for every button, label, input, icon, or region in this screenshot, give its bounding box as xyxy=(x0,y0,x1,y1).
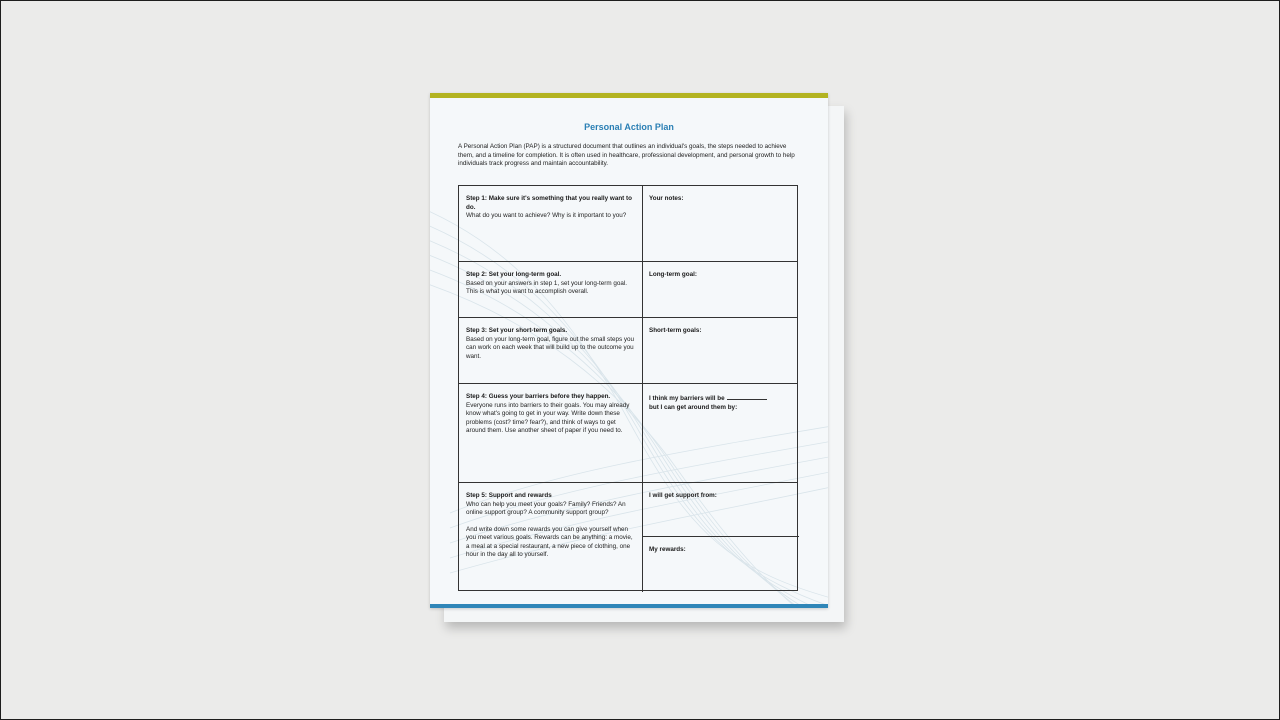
step-5-description xyxy=(459,483,643,592)
document-page xyxy=(430,93,828,608)
step-3-body: Based on your long-term goal, figure out the small steps you can work on each week that will build up to the outcome you want. xyxy=(466,335,635,360)
barriers-label-line-2: but I can get around them by: xyxy=(649,403,738,411)
step-2-title: Step 2: Set your long-term goal. xyxy=(466,271,562,278)
barriers-cell[interactable] xyxy=(643,384,799,482)
step-1-title: Step 1: Make sure it's something that you really want to do. xyxy=(466,195,632,211)
short-term-goals-cell[interactable] xyxy=(643,318,799,383)
short-term-goals-label: Short-term goals: xyxy=(649,327,702,334)
rewards-cell[interactable] xyxy=(643,537,799,555)
bottom-accent-bar xyxy=(430,604,828,608)
your-notes-label: Your notes: xyxy=(649,195,684,202)
table-row-step-2 xyxy=(459,262,797,318)
table-row-step-4 xyxy=(459,384,797,483)
support-cell[interactable] xyxy=(643,483,799,537)
action-plan-table xyxy=(458,185,798,591)
step-3-description xyxy=(459,318,643,383)
barriers-label-line-1: I think my barriers will be xyxy=(649,395,725,402)
table-row-step-5 xyxy=(459,483,797,592)
step-1-body: What do you want to achieve? Why is it important to you? xyxy=(466,212,627,219)
step-4-description xyxy=(459,384,643,482)
long-term-goal-cell[interactable] xyxy=(643,262,799,317)
step-4-title: Step 4: Guess your barriers before they happen. xyxy=(466,393,611,400)
step-1-description xyxy=(459,186,643,261)
step-5-body: Who can help you meet your goals? Family? Friends? An online support group? A community support group? xyxy=(466,500,626,516)
rewards-label: My rewards: xyxy=(649,546,686,553)
document-title: Personal Action Plan xyxy=(584,122,674,132)
table-row-step-1 xyxy=(459,186,797,262)
step-2-description xyxy=(459,262,643,317)
step-2-body: Based on your answers in step 1, set your long-term goal. This is what you want to accomplish overall. xyxy=(466,279,628,295)
step-5-title: Step 5: Support and rewards xyxy=(466,492,552,499)
barriers-label xyxy=(649,393,793,412)
step-1-notes-cell[interactable] xyxy=(643,186,799,261)
support-label: I will get support from: xyxy=(649,492,717,499)
barriers-blank-line xyxy=(727,393,767,400)
table-row-step-3 xyxy=(459,318,797,384)
step-4-body: Everyone runs into barriers to their goals. You may already know what's going to get in your way. Write down these problems (cost? time? fear?), and think of ways to get around them. Use another sheet of paper if you need to. xyxy=(466,401,630,434)
step-5-body-rewards: And write down some rewards you can give yourself when you meet various goals. Rewards can be anything: a movie, a meal at a special restaurant, a new piece of clothing, one hour in the day all to yourself. xyxy=(466,525,633,558)
long-term-goal-label: Long-term goal: xyxy=(649,271,697,278)
step-3-title: Step 3: Set your short-term goals. xyxy=(466,327,568,334)
support-rewards-cell xyxy=(643,483,799,592)
document-intro: A Personal Action Plan (PAP) is a structured document that outlines an individual's goals, the steps needed to achieve them, and a timeline for completion. It is often used in healthcare, professional development, and personal growth to help individuals track progress and maintain accountability. xyxy=(458,143,795,167)
